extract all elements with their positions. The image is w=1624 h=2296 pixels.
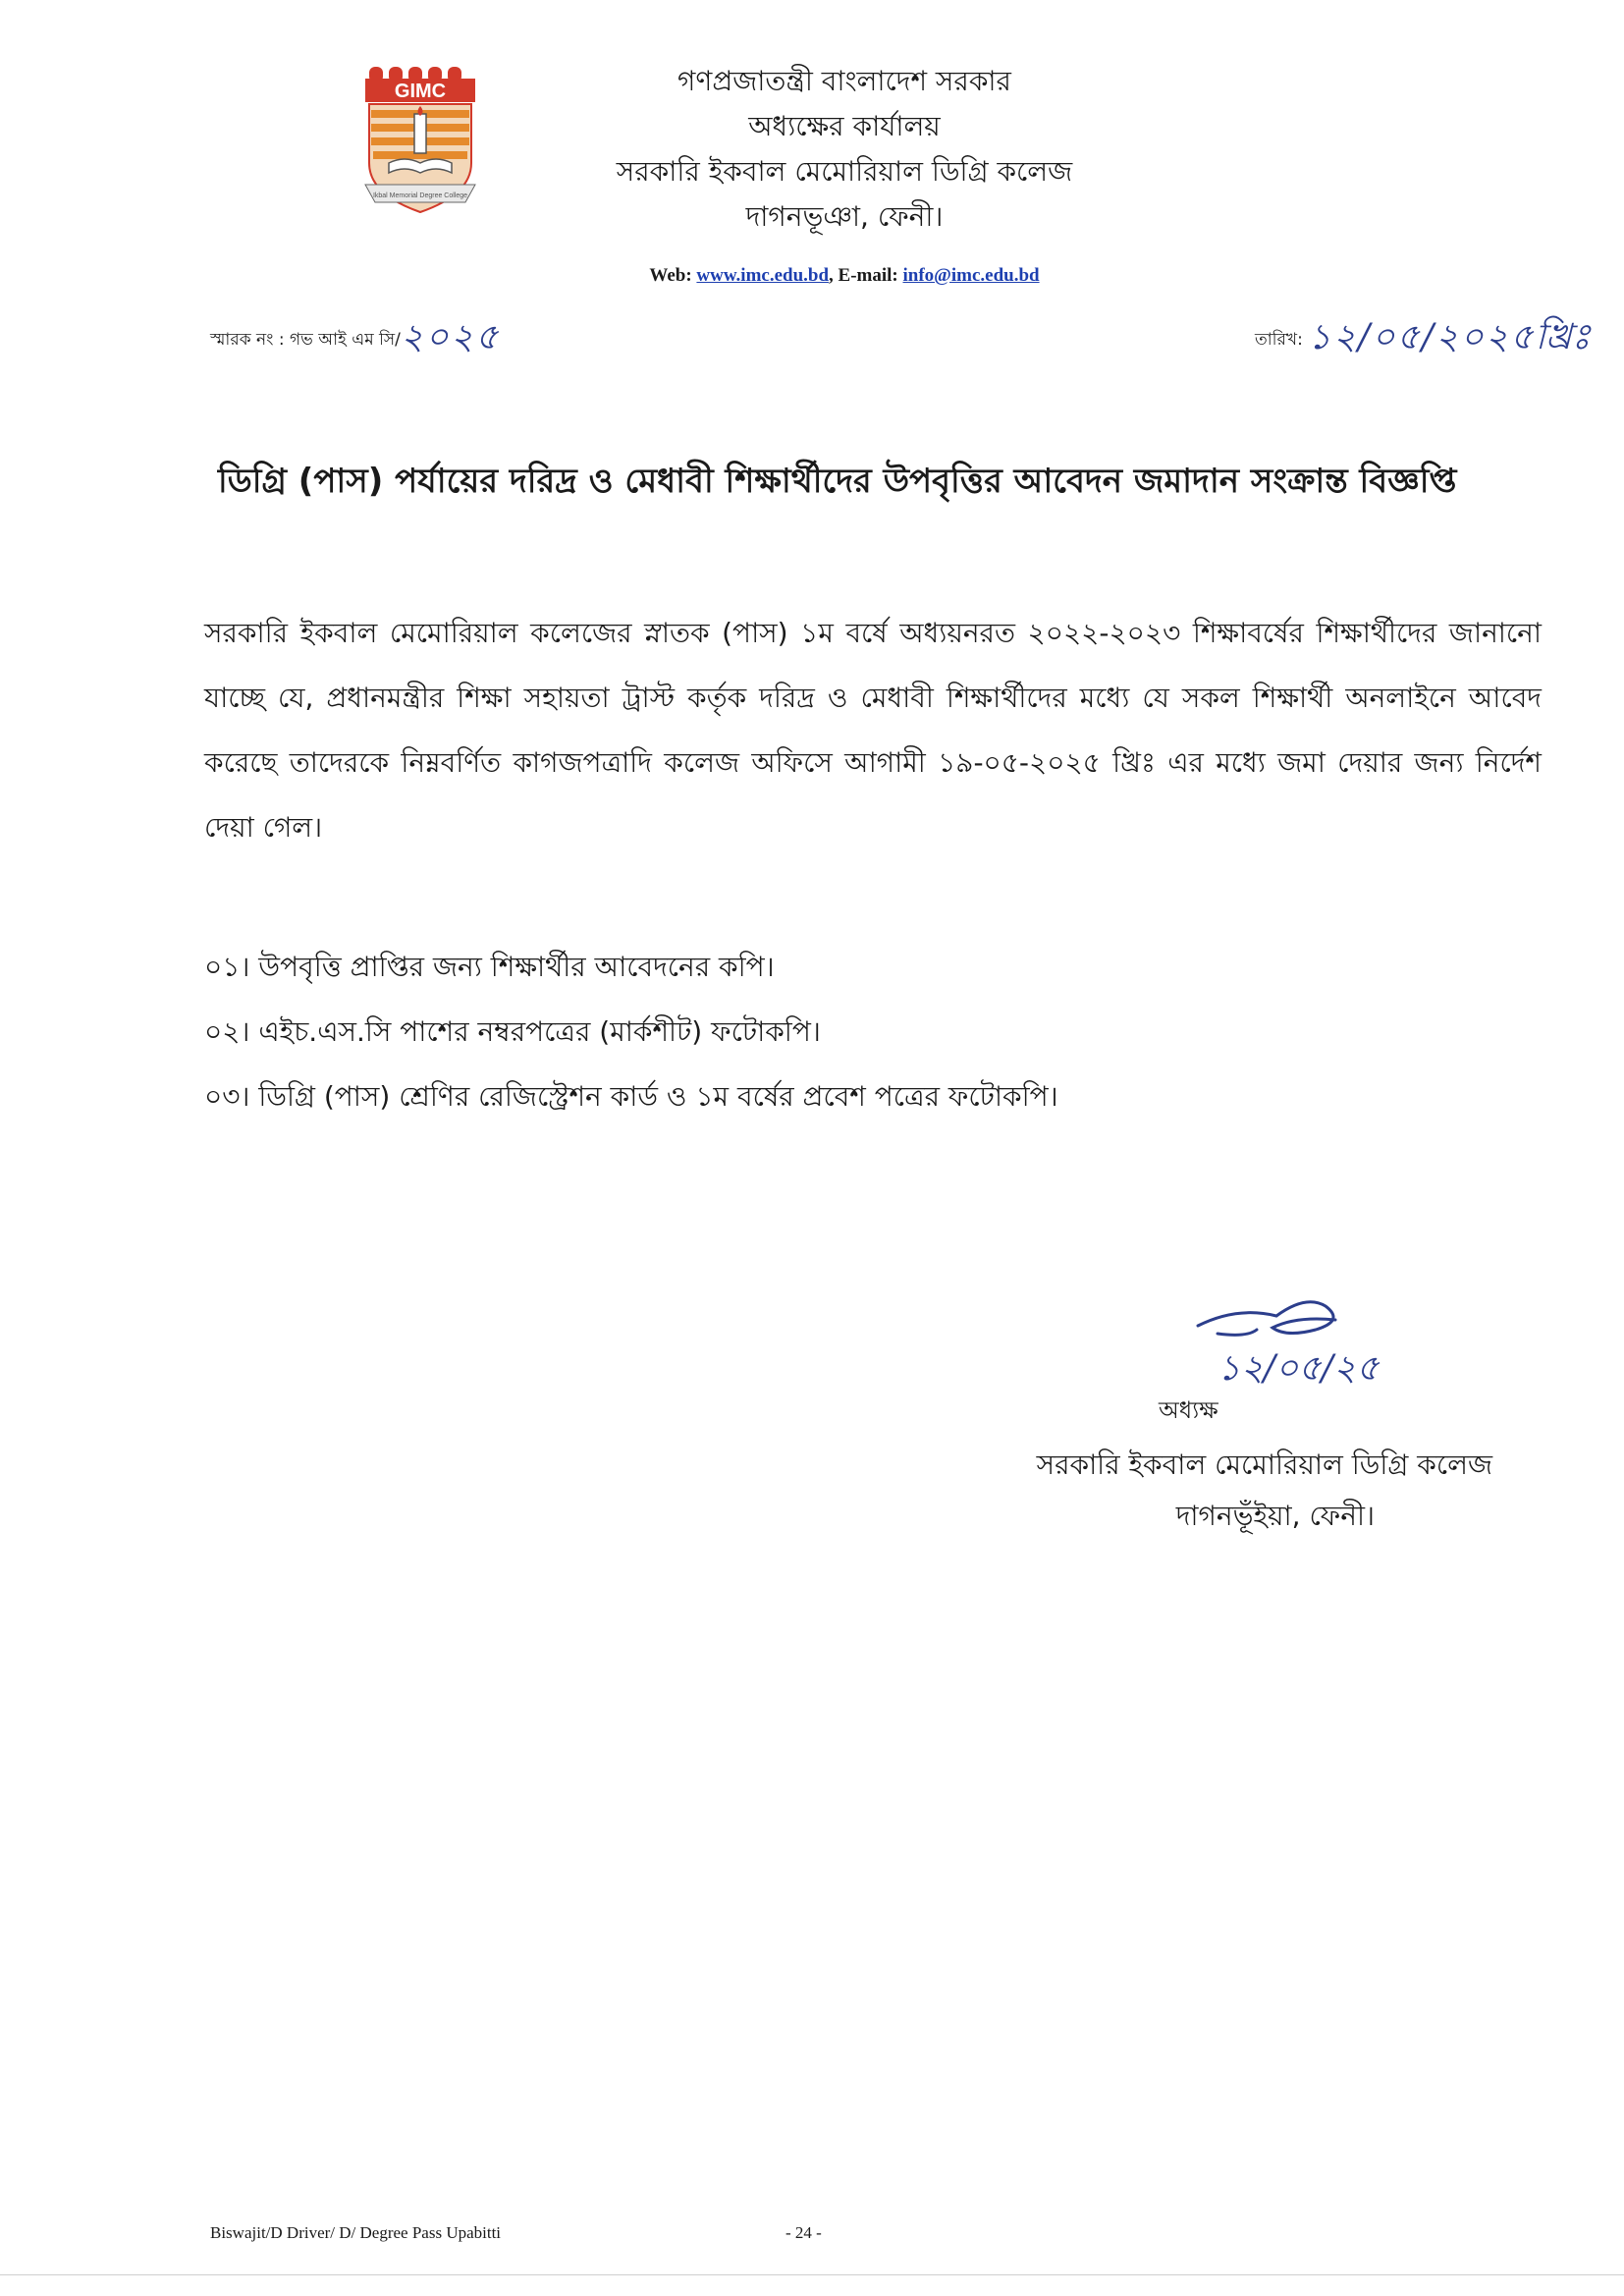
office-header	[550, 59, 1139, 240]
signatory-role: অধ্যক্ষ	[1159, 1396, 1218, 1424]
email-label: , E-mail:	[829, 265, 898, 286]
signatory-college: সরকারি ইকবাল মেমোরিয়াল ডিগ্রি কলেজ	[1036, 1449, 1492, 1481]
footer-divider	[0, 2274, 1624, 2275]
header-line-government: গণপ্রজাতন্ত্রী বাংলাদেশ সরকার	[677, 65, 1011, 97]
logo-text: GIMC	[394, 81, 447, 102]
date-label: তারিখ:	[1255, 330, 1303, 350]
required-documents-list	[204, 935, 1481, 1129]
signatory-place: দাগনভূঁইয়া, ফেনী।	[1175, 1500, 1375, 1532]
list-item: ০১। উপবৃত্তি প্রাপ্তির জন্য শিক্ষার্থীর আবেদনের কপি।	[204, 951, 775, 983]
web-label: Web:	[649, 265, 692, 286]
contact-line	[569, 265, 1119, 287]
header-line-location: দাগনভূঞা, ফেনী।	[745, 200, 944, 233]
svg-text:Ikbal Memorial Degree College: Ikbal Memorial Degree College	[372, 192, 468, 199]
notice-title: ডিগ্রি (পাস) পর্যায়ের দরিদ্র ও মেধাবী শিক্ষার্থীদের উপবৃত্তির আবেদন জমাদান সংক্রান্ত বিজ্ঞপ্তি	[218, 462, 1457, 501]
footer-page-number: - 24 -	[785, 2223, 822, 2242]
notice-body: সরকারি ইকবাল মেমোরিয়াল কলেজের স্নাতক (পাস) ১ম বর্ষে অধ্যয়নরত ২০২২-২০২৩ শিক্ষাবর্ষের শিক্ষার্থীদের জানানো যাচ্ছে যে, প্রধানমন্ত্রীর শিক্ষা সহায়তা ট্রাস্ট কর্তৃক দরিদ্র ও মেধাবী শিক্ষার্থীদের মধ্যে যে সকল শিক্ষার্থী অনলাইনে আবেদ করেছে তাদেরকে নিম্নবর্ণিত কাগজপত্রাদি কলেজ অফিসে আগামী ১৯-০৫-২০২৫ খ্রিঃ এর মধ্যে জমা দেয়ার জন্য নির্দেশ দেয়া গেল।	[204, 617, 1542, 844]
website-link[interactable]: www.imc.edu.bd	[696, 265, 830, 286]
header-line-office: অধ্যক্ষের কার্যালয়	[748, 110, 941, 142]
memo-handwritten-number: ২০২৫	[400, 317, 501, 357]
email-link[interactable]: info@imc.edu.bd	[902, 265, 1040, 286]
signature-date: ১২/০৫/২৫	[1218, 1348, 1380, 1389]
date-field	[1255, 310, 1593, 369]
list-item: ০২। এইচ.এস.সি পাশের নম্বরপত্রের (মার্কশীট) ফটোকপি।	[204, 1015, 821, 1048]
memo-number	[210, 310, 500, 369]
memo-label: স্মারক নং : গভ আই এম সি/	[210, 330, 401, 350]
date-handwritten-value: ১২/০৫/২০২৫খ্রিঃ	[1308, 317, 1593, 357]
principal-signature	[1178, 1286, 1473, 1404]
header-line-college: সরকারি ইকবাল মেমোরিয়াল ডিগ্রি কলেজ	[616, 155, 1073, 188]
college-logo	[359, 65, 481, 222]
footer-file-path: Biswajit/D Driver/ D/ Degree Pass Upabitti	[210, 2223, 502, 2242]
list-item: ০৩। ডিগ্রি (পাস) শ্রেণির রেজিস্ট্রেশন কার্ড ও ১ম বর্ষের প্রবেশ পত্রের ফটোকপি।	[204, 1080, 1058, 1113]
